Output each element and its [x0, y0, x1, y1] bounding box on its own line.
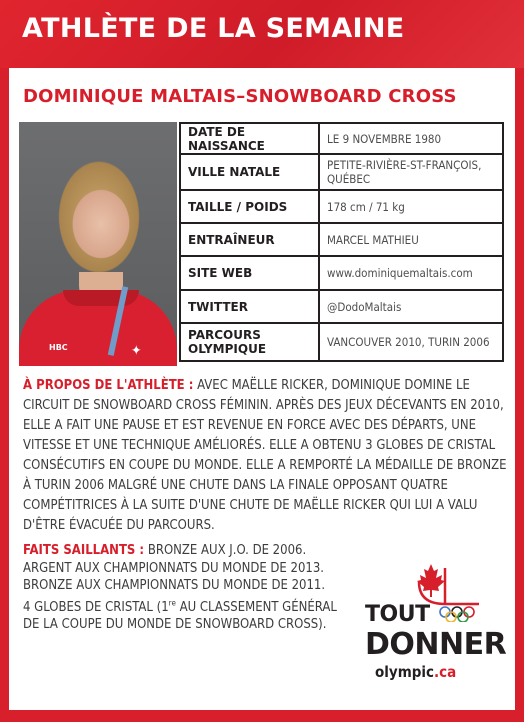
info-row-coach [180, 223, 503, 256]
highlight-3: BRONZE AUX CHAMPIONNATS DU MONDE DE 2011. [23, 578, 326, 593]
info-label: ENTRAÎNEUR [180, 223, 319, 256]
logo-site-main: olympic [375, 663, 435, 681]
highlight-4-start: 4 GLOBES DE CRISTAL (1 [23, 599, 169, 615]
about-text: AVEC MAËLLE RICKER, DOMINIQUE DOMINE LE CIRCUIT DE SNOWBOARD CROSS FÉMININ. APRÈS DES JEUX DÉCEVANTS EN 2010, ELLE A FAIT UNE PAUSE ET EST REVENUE EN FORCE AVEC DES DÉPARTS, UNE VITESSE ET UNE TECHNIQUE AMÉLIORÉS. ELLE A OBTENU 3 GLOBES DE CRISTAL CONSÉCUTIFS EN COUPE DU MONDE. ELLE A REMPORTÉ LA MÉDAILLE DE BRONZE À TURIN 2006 MALGRÉ UNE CHUTE DANS LA FINALE OPPOSANT QUATRE COMPÉTITRICES À LA SUITE D'UNE CHUTE DE MAËLLE RICKER QUI LUI A VALU D'ÊTRE ÉVACUÉE DU PARCOURS. [23, 378, 507, 533]
logo-site [375, 663, 456, 681]
info-row-website [180, 256, 503, 290]
info-label: SITE WEB [180, 256, 319, 290]
highlights-heading: FAITS SAILLANTS : [23, 543, 145, 558]
website-link[interactable]: www.dominiquemaltais.com [319, 256, 503, 290]
info-label: PARCOURS OLYMPIQUE [180, 323, 319, 361]
info-value: MARCEL MATHIEU [319, 223, 503, 256]
info-label: TAILLE / POIDS [180, 190, 319, 223]
logo-tout: TOUT [365, 602, 430, 627]
info-value: PETITE-RIVIÈRE-ST-FRANÇOIS, QUÉBEC [319, 154, 503, 190]
info-label: TWITTER [180, 290, 319, 323]
info-row-olympic-history [180, 323, 503, 361]
highlight-2: ARGENT AUX CHAMPIONNATS DU MONDE DE 2013. [23, 560, 325, 576]
highlight-4-sup: re [168, 598, 176, 608]
logo-site-ext: .ca [434, 663, 457, 681]
about-heading: À PROPOS DE L'ATHLÈTE : [23, 378, 194, 393]
photo-collar [63, 290, 139, 306]
info-label: DATE DE NAISSANCE [180, 123, 319, 154]
info-value: 178 cm / 71 kg [319, 190, 503, 223]
twitter-link[interactable]: @DodoMaltais [319, 290, 503, 323]
info-row-height-weight [180, 190, 503, 223]
info-row-hometown [180, 154, 503, 190]
tout-donner-logo [359, 564, 511, 682]
athlete-subtitle: DOMINIQUE MALTAIS–SNOWBOARD CROSS [23, 86, 457, 107]
highlight-1: BRONZE AUX J.O. DE 2006. [147, 543, 307, 558]
athlete-photo [19, 122, 177, 366]
about-section [23, 376, 507, 536]
athlete-card [9, 68, 515, 710]
info-value: VANCOUVER 2010, TURIN 2006 [319, 323, 503, 361]
highlight-4 [23, 600, 337, 633]
header-banner [0, 0, 524, 68]
banner-title: ATHLÈTE DE LA SEMAINE [22, 13, 405, 44]
info-label: VILLE NATALE [180, 154, 319, 190]
highlights-section [23, 542, 349, 634]
highlight-4-end: AU CLASSEMENT GÉNÉRAL DE LA COUPE DU MONDE DE SNOWBOARD CROSS). [23, 599, 337, 633]
athlete-info-table [179, 122, 504, 362]
info-value: LE 9 NOVEMBRE 1980 [319, 123, 503, 154]
photo-hbc-logo: HBC [49, 343, 68, 352]
info-row-twitter [180, 290, 503, 323]
info-row-birthdate [180, 123, 503, 154]
maple-leaf-icon: ✦ [131, 343, 142, 359]
logo-donner: DONNER [365, 627, 507, 662]
